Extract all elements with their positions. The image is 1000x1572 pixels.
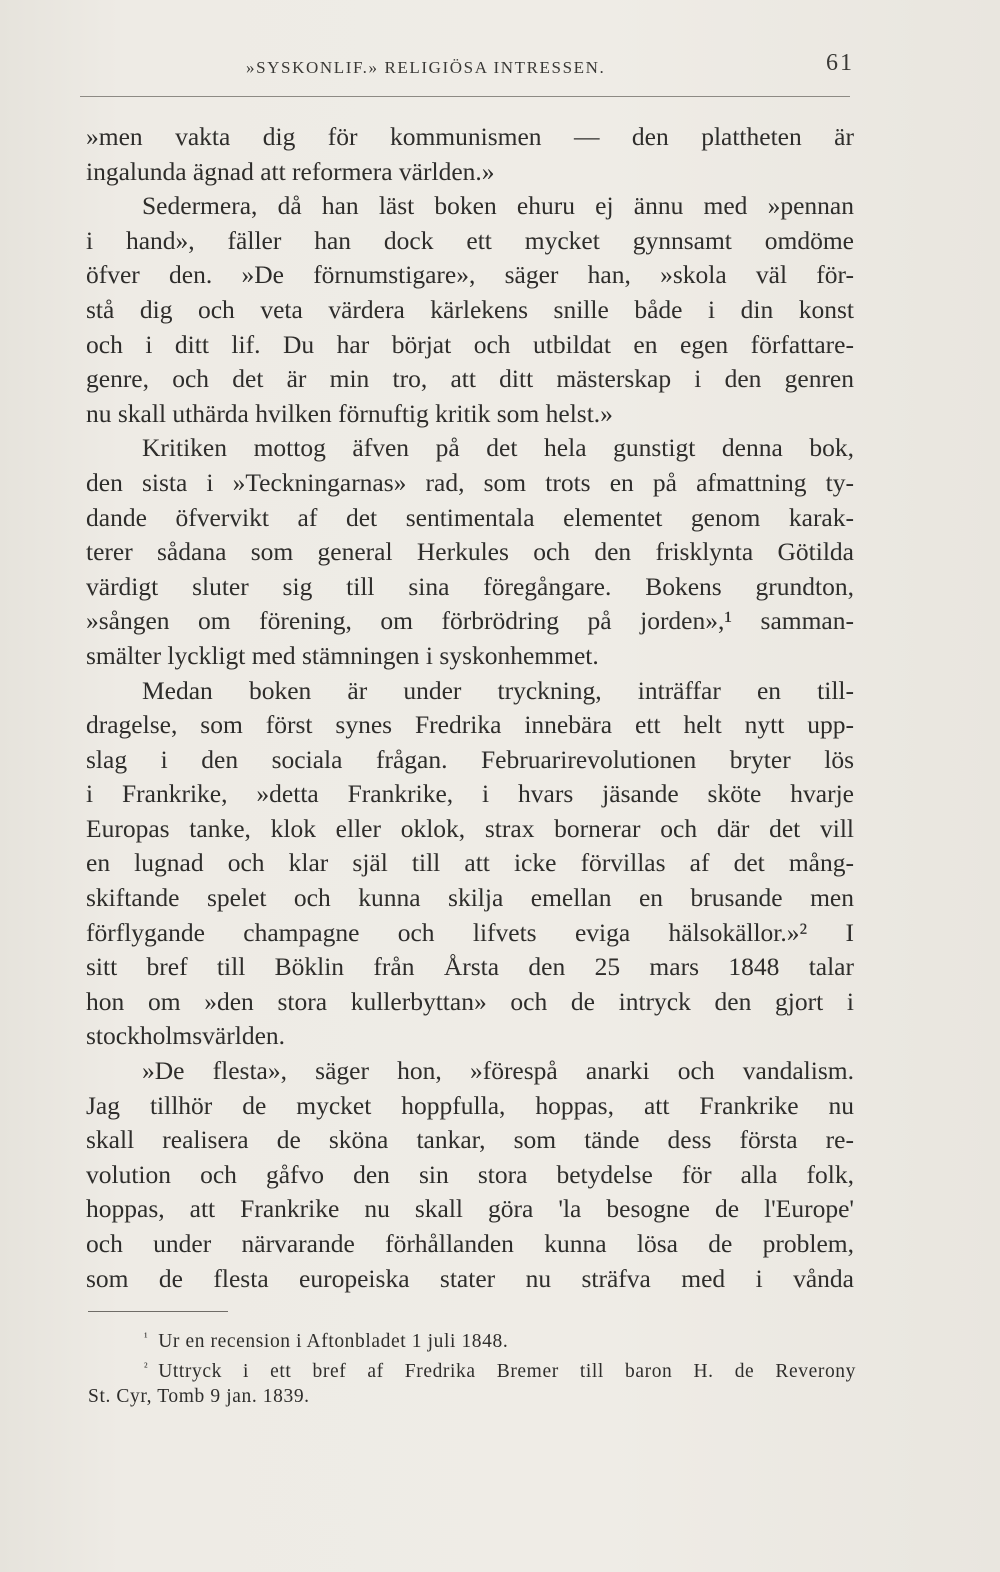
footnote-2-mark: ² [144,1360,149,1374]
body-line: förflygande champagne och lifvets eviga hälsokällor.»² I [86,917,854,947]
footnote-1-text: Ur en recension i Aftonbladet 1 juli 1848. [158,1331,509,1352]
body-line: skiftande spelet och kunna skilja emellan en brusande men [86,883,854,913]
body-line: Sedermera, då han läst boken ehuru ej ännu med »pennan [142,191,854,221]
body-text [86,120,854,1296]
page-number: 61 [826,50,854,76]
body-line: och under närvarande förhållanden kunna lösa de problem, [86,1229,854,1258]
body-line: terer sådana som general Herkules och den frisklynta Götilda [86,537,854,567]
body-line: ingalunda ägnad att reformera världen.» [86,156,495,186]
body-line: Jag tillhör de mycket hoppfulla, hoppas, att Frankrike nu [86,1090,854,1120]
body-line: volution och gåfvo den sin stora betydelse för alla folk, [86,1159,854,1189]
body-line: och i ditt lif. Du har börjat och utbildat en egen författare- [86,329,854,359]
body-line: sitt bref till Böklin från Årsta den 25 mars 1848 talar [86,952,854,982]
body-line: slag i den sociala frågan. Februarirevolutionen bryter lös [86,744,854,774]
body-line: skall realisera de sköna tankar, som tände dess första re- [86,1125,854,1155]
body-line: smälter lyckligt med stämningen i syskonhemmet. [86,640,599,670]
body-line: nu skall uthärda hvilken förnuftig kritik som helst.» [86,398,613,428]
body-line: värdigt sluter sig till sina föregångare. Bokens grundton, [86,571,854,601]
body-line: »sången om förening, om förbrödring på jorden»,¹ samman- [86,606,854,636]
body-line: i Frankrike, »detta Frankrike, i hvars jäsande sköte hvarje [86,779,854,809]
footnote-2-continuation: St. Cyr, Tomb 9 jan. 1839. [88,1386,310,1407]
body-line: stockholmsvärlden. [86,1021,286,1051]
footnote-1 [88,1322,856,1352]
footnote-2 [88,1352,856,1382]
body-line: dragelse, som först synes Fredrika innebära ett helt nytt upp- [86,710,854,740]
running-head: »SYSKONLIF.» RELIGIÖSA INTRESSEN. [246,58,606,77]
body-line: hon om »den stora kullerbyttan» och de intryck den gjort i [86,986,854,1016]
body-line: hoppas, att Frankrike nu skall göra 'la besogne de l'Europe' [86,1194,854,1224]
body-line: Europas tanke, klok eller oklok, strax bornerar och där det vill [86,813,854,843]
body-line: den sista i »Teckningarnas» rad, som trots en på afmattning ty- [86,467,854,497]
body-line: »De flesta», säger hon, »förespå anarki och vandalism. [142,1056,854,1086]
footnote-1-mark: ¹ [144,1330,149,1344]
footnote-2-text: Uttryck i ett bref af Fredrika Bremer till baron H. de Reverony [158,1361,856,1382]
body-line: Medan boken är under tryckning, inträffar en till- [142,675,854,705]
body-line: en lugnad och klar själ till att icke förvillas af det mång- [86,848,854,878]
body-line: som de flesta europeiska stater nu sträfva med i vånda [86,1263,854,1293]
header-rule [80,96,850,97]
body-line: stå dig och veta värdera kärlekens snille både i din konst [86,294,854,324]
footnote-rule [88,1311,228,1312]
body-line: genre, och det är min tro, att ditt mästerskap i den genren [86,364,854,394]
body-line: öfver den. »De förnumstigare», säger han, »skola väl för- [86,260,854,290]
body-line: Kritiken mottog äfven på det hela gunstigt denna bok, [142,433,854,463]
page-header [86,50,854,90]
body-line: »men vakta dig för kommunismen — den plattheten är [86,122,854,151]
body-line: dande öfvervikt af det sentimentala elementet genom karak- [86,502,854,532]
footnotes [88,1322,856,1412]
body-line: i hand», fäller han dock ett mycket gynnsamt omdöme [86,225,854,255]
